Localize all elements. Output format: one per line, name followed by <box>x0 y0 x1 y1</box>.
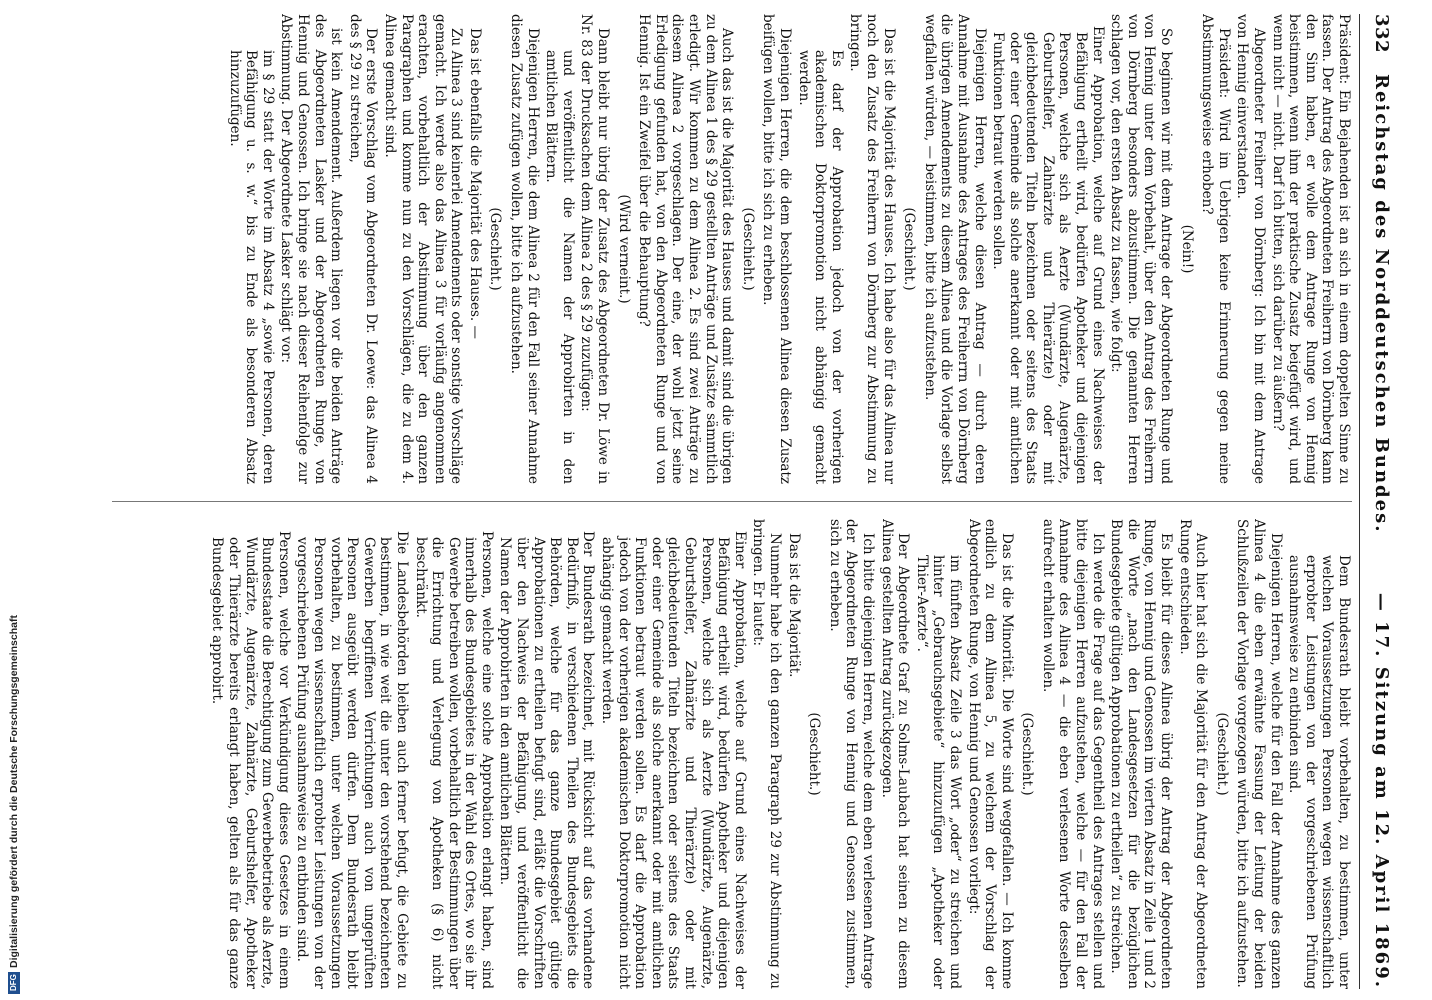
running-head: Reichstag des Norddeutschen Bundes. <box>1371 74 1392 534</box>
paragraph: Abgeordneter Freiherr von Dörnberg: Ich bin mit dem Antrage von Hennig einverstanden. <box>1234 14 1268 484</box>
paragraph: Zu Alinea 3 sind keinerlei Amendements oder sonstige Vorschläge gemacht. Ich werde also das Alinea 3 für vorläufig angenommen erachten, vorbehaltlich der Abstimmung über den ganzen Paragraphen und komme nun zu den Vorschlägen, die zu dem 4. Alinea gemacht sind. <box>381 14 465 484</box>
paragraph: (Geschieht.) <box>1019 712 1036 796</box>
paragraph: Einer Approbation, welche auf Grund eines Nachweises der Befähigung ertheilt wird, bedürfen Apotheker und diejenigen Personen, welche sich als Aerzte (Wundärzte, Augenärzte, Geburtshelfer, Zahnärzte und Thierärzte) oder mit gleichbedeutenden Titeln bezeichnen oder seitens des Staats oder einer Gemeinde als solche anerkannt oder mit amtlichen Funktionen betraut werden sollen. Es darf die Approbation jedoch von der vorherigen akademischen Doktorpromotion nicht abhängig gemacht werden. <box>599 531 748 989</box>
paragraph: Dann bleibt nur übrig der Zusatz des Abgeordneten Dr. Löwe in Nr. 83 der Drucksachen dem Alinea 2 des § 29 zuzufügen: <box>578 14 612 484</box>
paragraph: Auch das ist die Majorität des Hauses und damit sind die übrigen zu dem Alinea 1 des § 29 gestellten Anträge und Zusätze sämmtlich erledigt. Wir kommen zu dem Alinea 2. Es sind zwei Anträge zu diesem Alinea 2 vorgeschlagen. Der eine, der wohl jetzt seine Erledigung gefunden hat, von den Abgeordneten Runge und von Hennig. Ist ein Zweifel über die Behauptung? <box>636 14 736 484</box>
paragraph: Diejenigen Herren, die dem beschlossenen Alinea diesen Zusatz beifügen wollen, bitte ich sich zu erheben. <box>760 14 793 484</box>
paragraph: (Geschieht.) <box>901 207 918 291</box>
paragraph: Nunmehr habe ich den ganzen Paragraph 29 zur Abstimmung zu bringen. Er lautet: <box>750 519 783 989</box>
page-number: 332 <box>1371 14 1392 54</box>
paragraph: (Geschieht.) <box>806 712 823 796</box>
paragraph: Das ist die Majorität des Hauses. Ich habe also für das Alinea nur noch den Zusatz des Freiherrn von Dörnberg zur Abstimmung zu bringen. <box>847 14 897 484</box>
session-date: — 17. Sitzung am 12. April 1869. <box>1371 592 1392 989</box>
paragraph: Diejenigen Herren, welche diesen Antrag — durch deren Annahme mit Ausnahme des Antrages des Freiherrn von Dörnberg die übrigen Amendements zu diesem Alinea und die Vorlage selbst wegfallen würden, — beistimmen, bitte ich aufzustehen. <box>921 14 988 484</box>
paragraph: Der Bundesrath bezeichnet, mit Rücksicht auf das vorhandene Bedürfniß, in verschiedenen Theilen des Bundesgebiets die Behörden, welche für das ganze Bundesgebiet gültige Approbationen zu ertheilen befugt sind, erläßt die Vorschriften über den Nachweis der Befähigung, und veröffentlicht die Namen der Approbirten in den amtlichen Blättern. <box>497 531 597 989</box>
paragraph: Personen, welche vor Verkündigung dieses Gesetzes in einem Bundesstaate die Berechtigung zum Gewerbebetriebe als Aerzte, Wundärzte, Augenärzte, Zahnärzte, Geburtshelfer, Apotheker oder Thierärzte bereits erlangt haben, gelten als für das ganze Bundesgebiet approbirt. <box>209 531 292 989</box>
paragraph: im fünften Absatz Zeile 3 das Wort „oder“ zu streichen und hinter „Gebrauchsgebiete“ hinzuzufügen „Apotheker oder Thier-Aerzte“. <box>913 555 963 989</box>
scanned-page <box>90 14 1400 989</box>
paragraph: (Geschieht.) <box>487 207 504 291</box>
paragraph: Einer Approbation, welche auf Grund eines Nachweises der Befähigung ertheilt wird, bedürfen Apotheker und diejenigen Personen, welche sich als Aerzte (Wundärzte, Augenärzte, Geburtshelfer, Zahnärzte und Thierärzte) oder mit gleichbedeutenden Titeln bezeichnen oder seitens des Staats oder einer Gemeinde als solche anerkannt oder mit amtlichen Funktionen betraut werden sollen. <box>990 26 1106 484</box>
paragraph: Dem Bundesrath bleibt vorbehalten, zu bestimmen, unter welchen Voraussetzungen Personen wegen wissenschaftlich erprobter Leistungen von der vorgeschriebenen Prüfung ausnahmsweise zu entbinden sind. <box>1286 555 1352 989</box>
paragraph: Diejenigen Herren, die dem Alinea 2 für den Fall seiner Annahme diesen Zusatz zufügen wollen, bitte ich aufzustehen. <box>508 14 541 484</box>
paragraph: Ich werde die Frage auf das Gegentheil des Antrages stellen und bitte diejenigen Herren aufzustehen, welche — für den Fall der Annahme des Alinea 4 — die eben verlesenen Worte desselben aufrecht erhalten wollen. <box>1039 519 1106 989</box>
left-column <box>112 14 1352 484</box>
paragraph: Präsident: Ein Bejahenden ist an sich in einem doppelten Sinne zu fassen. Der Antrag des Abgeordneten Freiherrn von Dörnberg kann den Sinn haben, er wolle dem Antrage Runge von Hennig beistimmen, wenn ihm der praktische Zusatz beigefügt wird, und wenn nicht — nicht. Darf ich bitten, sich darüber zu äußern? <box>1269 14 1352 484</box>
paragraph: Präsident: Wird im Uebrigen keine Erinnerung gegen meine Abstimmungsweise erhoben? <box>1199 14 1232 484</box>
paragraph: Diejenigen Herren, welche für den Fall der Annahme des ganzen Alinea 4 die eben erwähnte Fassung der Leitung der beiden Schlußzeilen der Vorlage vorgezogen würden, bitte ich aufzustehen. <box>1234 519 1284 989</box>
paragraph: Das ist die Majorität. <box>785 533 802 678</box>
page-header <box>1362 14 1392 989</box>
paragraph: (Geschieht.) <box>739 207 756 291</box>
paragraph: Die Landesbehörden bleiben auch ferner befugt, die Gebiete zu bestimmen, in wie weit die unter den vorstehend bezeichneten Gewerben begriffenen Verrichtungen auch von ungeprüften Personen ausgeübt werden dürfen. Dem Bundesrath bleibt vorbehalten, zu bestimmen, unter welchen Voraussetzungen Personen wegen wissenschaftlich erprobter Leistungen von der vorgeschriebenen Prüfung ausnahmsweise zu entbinden sind. <box>294 531 410 989</box>
header-rule <box>1359 14 1360 989</box>
column-divider <box>112 501 1352 502</box>
paragraph: Das ist die Minorität. Die Worte sind weggefallen. — Ich komme endlich zu dem Alinea 5, zu welchem der Vorschlag der Abgeordneten Runge, von Hennig und Genossen vorliegt: <box>965 519 1015 989</box>
paragraph: Auch hier hat sich die Majorität für den Antrag der Abgeordneten Runge entschieden. <box>1176 519 1210 989</box>
paragraph: Der erste Vorschlag vom Abgeordneten Dr. Loewe: das Alinea 4 des § 29 zu streichen, <box>346 14 380 484</box>
dfg-logo-icon: DFG <box>8 972 20 994</box>
paragraph: Es darf der Approbation jedoch von der vorherigen akademischen Doktorpromotion nicht abhängig gemacht werden. <box>795 50 845 484</box>
paragraph: Ich bitte diejenigen Herren, welche dem eben verlesenen Antrage der Abgeordneten Runge von Hennig und Genossen zustimmen, sich zu erheben. <box>826 519 876 989</box>
right-column <box>112 519 1352 989</box>
paragraph: Das ist ebenfalls die Majorität des Hauses. — <box>466 28 483 339</box>
paragraph: Personen, welche eine solche Approbation erlangt haben, sind innerhalb des Bundesgebietes in der Wahl des Ortes, wo sie ihr Gewerbe betreiben wollen, vorbehaltlich der Bestimmungen über die Errichtung und Verlegung von Apotheken (§ 6) nicht beschränkt. <box>412 531 495 989</box>
paragraph: ist kein Amendement. Außerdem liegen vor die beiden Anträge des Abgeordneten Lasker und der Abgeordneten Runge, von Hennig und Genossen. Ich bringe sie nach dieser Reihenfolge zur Abstimmung. Der Abgeordnete Lasker schlägt vor: <box>278 14 345 484</box>
paragraph: So beginnen wir mit dem Antrage der Abgeordneten Runge und von Hennig unter dem Vorbehalt, über den Antrag des Freiherrn von Dörnberg besonders abzustimmen. Die genannten Herren schlagen vor, den ersten Absatz zu fassen, wie folgt: <box>1108 14 1175 484</box>
digitization-footer <box>6 6 22 994</box>
paragraph: (Wird verneint.) <box>615 194 632 304</box>
paragraph: (Geschieht.) <box>1213 712 1230 796</box>
paragraph: Es bleibt für dieses Alinea übrig der Antrag der Abgeordneten Runge, von Hennig und Genossen im vierten Absatz in Zeile 1 und 2 die Worte „nach den Landesgesetzen für die bezüglichen Bundesgebiete gültigen Approbationen zu ertheilen“ zu streichen. <box>1108 519 1175 989</box>
paragraph: im § 29 statt der Worte im Absatz 4 „sowie Personen, deren Befähigung u. s. w.“ bis zu Ende als besonderen Absatz hinzuzufügen. <box>226 50 276 484</box>
paragraph: (Nein!) <box>1178 224 1195 274</box>
paragraph: Der Abgeordnete Graf zu Solms-Laubach hat seinen zu diesem Alinea gestellten Antrag zurückgezogen. <box>878 519 912 989</box>
paragraph: und veröffentlicht die Namen der Approbirten in den amtlichen Blättern. <box>543 50 576 484</box>
footer-text: Digitalisierung gefördert durch die Deutsche Forschungsgemeinschaft <box>8 615 20 968</box>
